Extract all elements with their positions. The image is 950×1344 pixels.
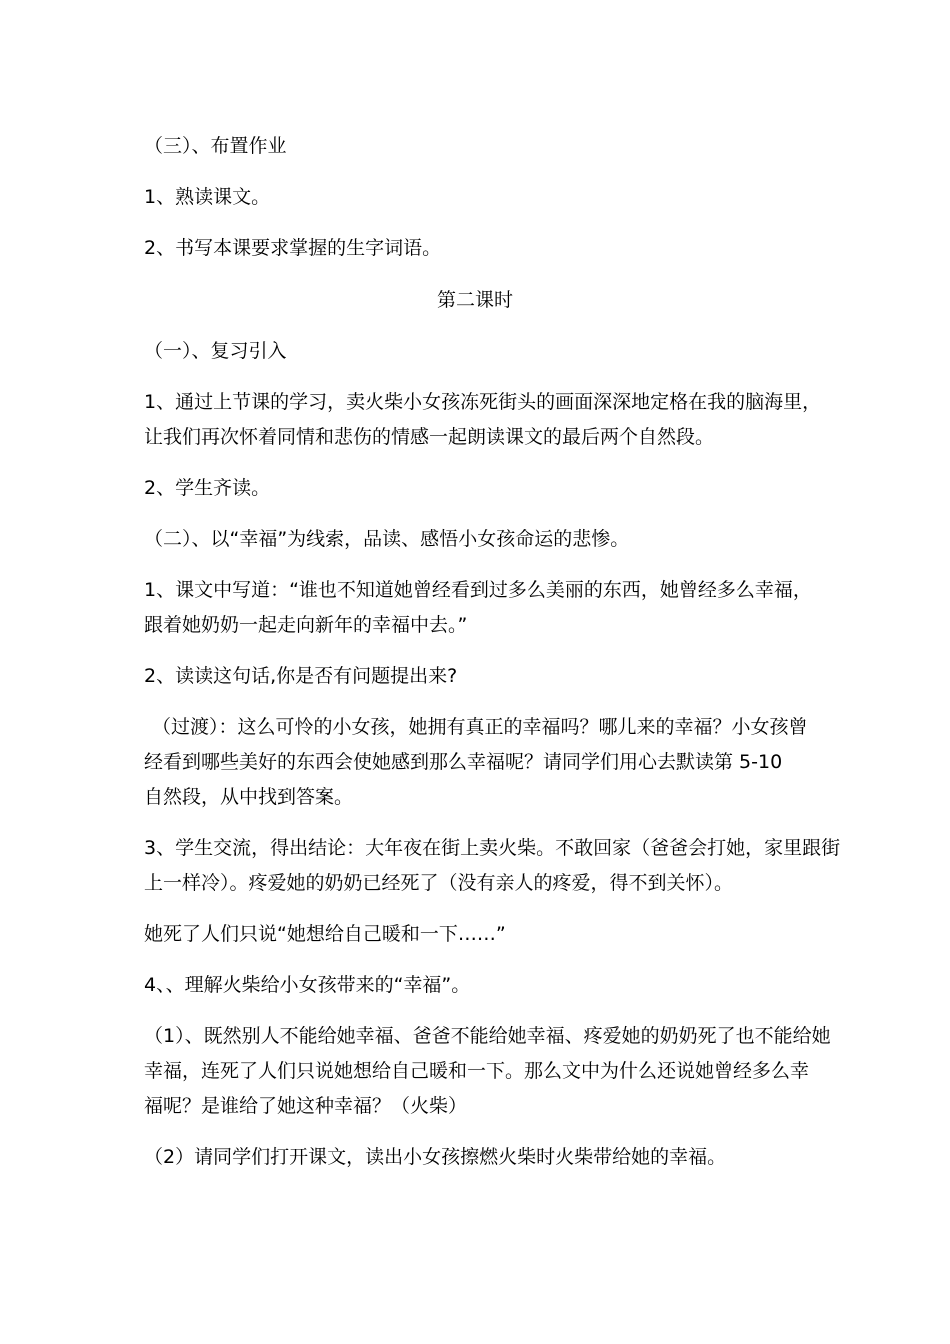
sub-item-1-line-2: 幸福，连死了人们只说她想给自己暖和一下。那么文中为什么还说她曾经多么幸 [144, 1060, 810, 1082]
section-heading-review: （一）、复习引入 [144, 340, 287, 362]
homework-item-2: 2、书写本课要求掌握的生字词语。 [144, 237, 442, 259]
happiness-item-2: 2、读读这句话,你是否有问题提出来? [144, 665, 458, 687]
section-heading-happiness: （二）、以“幸福”为线索，品读、感悟小女孩命运的悲惨。 [144, 528, 630, 550]
review-item-1-line-2: 让我们再次怀着同情和悲伤的情感一起朗读课文的最后两个自然段。 [144, 426, 715, 448]
happiness-item-1-line-2: 跟着她奶奶一起走向新年的幸福中去。” [144, 614, 468, 636]
sub-item-2: （2）请同学们打开课文，读出小女孩擦燃火柴时火柴带给她的幸福。 [144, 1146, 727, 1168]
transition-line-2: 经看到哪些美好的东西会使她感到那么幸福呢？请同学们用心去默读第 5-10 [144, 751, 783, 773]
happiness-item-1-line-1: 1、课文中写道：“谁也不知道她曾经看到过多么美丽的东西，她曾经多么幸福， [144, 579, 812, 601]
section-heading-homework: （三）、布置作业 [144, 135, 287, 157]
happiness-item-3-line-3: 她死了人们只说“她想给自己暖和一下……” [144, 923, 506, 945]
review-item-2: 2、学生齐读。 [144, 477, 271, 499]
happiness-item-3-line-1: 3、学生交流，得出结论：大年夜在街上卖火柴。不敢回家（爸爸会打她，家里跟街 [144, 837, 841, 859]
review-item-1-line-1: 1、通过上节课的学习，卖火柴小女孩冻死街头的画面深深地定格在我的脑海里， [144, 391, 822, 413]
transition-line-3: 自然段，从中找到答案。 [144, 786, 354, 808]
transition-line-1: （过渡）：这么可怜的小女孩，她拥有真正的幸福吗？哪儿来的幸福？小女孩曾 [152, 716, 808, 738]
sub-item-1-line-1: （1）、既然别人不能给她幸福、爸爸不能给她幸福、疼爱她的奶奶死了也不能给她 [144, 1025, 831, 1047]
happiness-item-4: 4、、理解火柴给小女孩带来的“幸福”。 [144, 974, 471, 996]
lesson-title: 第二课时 [436, 289, 513, 311]
homework-item-1: 1、熟读课文。 [144, 186, 271, 208]
sub-item-1-line-3: 福呢？是谁给了她这种幸福？（火柴） [144, 1095, 468, 1117]
happiness-item-3-line-2: 上一样冷）。疼爱她的奶奶已经死了（没有亲人的疼爱，得不到关怀）。 [144, 872, 734, 894]
